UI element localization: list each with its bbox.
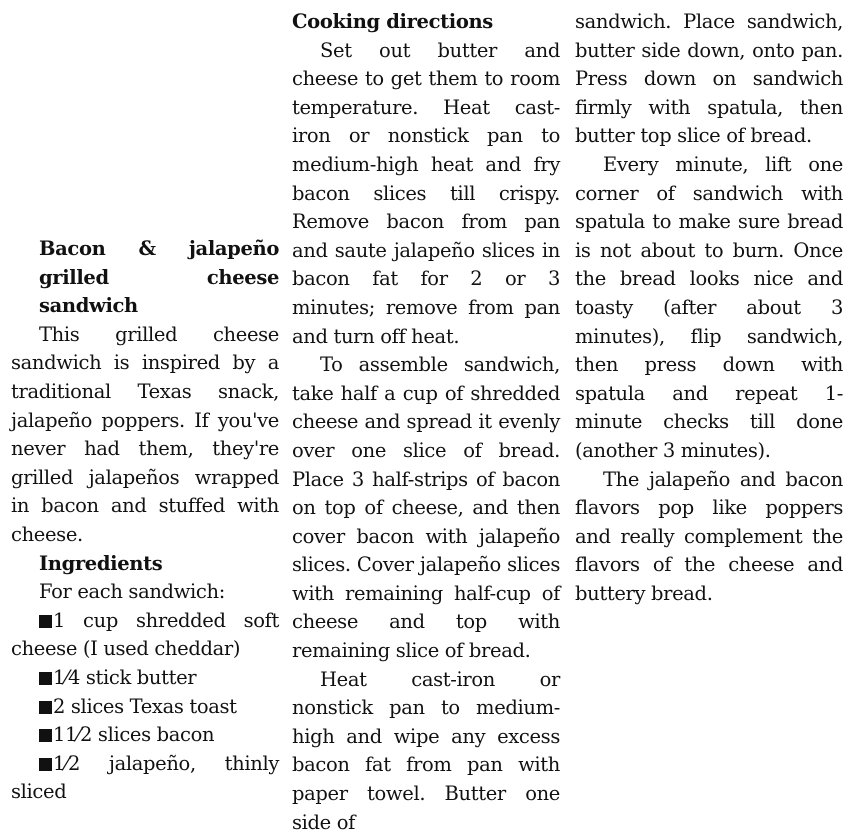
ingredients-lead: For each sandwich: [39, 580, 225, 604]
bullet-square-icon [39, 758, 52, 771]
directions-paragraph: sandwich. Place sandwich, butter side down, onto pan. Press down on sandwich firmly with spatula, then butter top slice of bread. [575, 10, 843, 148]
bullet-square-icon [39, 729, 52, 742]
bullet-square-icon [39, 615, 52, 628]
directions-paragraph: Every minute, lift one corner of sandwich with spatula to make sure bread is not about to burn. Once the bread looks nice and toasty (after about 3 minutes), flip sandwich, then press down with spatula and repeat 1-minute checks till done (another 3 minutes). [575, 152, 843, 462]
ingredient-item: 2 slices Texas toast [11, 693, 279, 722]
bullet-square-icon [39, 672, 52, 685]
intro-paragraph: This grilled cheese sandwich is inspired by a traditional Texas snack, jalapeño poppers. If you've never had them, they're grilled jalapeños wrapped in bacon and stuffed with cheese. [11, 322, 279, 546]
ingredients-heading: Ingredients [39, 551, 163, 575]
recipe-title: Bacon & jalapeño grilled cheese sandwich [39, 237, 279, 318]
ingredient-item: 1⁄4 stick butter [11, 664, 279, 693]
directions-heading: Cooking directions [292, 10, 493, 33]
ingredient-item: 1 cup shredded soft cheese (I used cheddar) [11, 608, 279, 661]
column-3 [575, 8, 843, 608]
column-1 [11, 235, 279, 807]
ingredient-item: 1⁄2 jalapeño, thinly sliced [11, 751, 279, 804]
closing-paragraph: The jalapeño and bacon flavors pop like poppers and really complement the flavors of the cheese and buttery bread. [575, 467, 843, 605]
directions-paragraph: To assemble sandwich, take half a cup of shredded cheese and spread it evenly over one slice of bread. Place 3 half-strips of bacon on top of cheese, and then cover bacon with jalapeño slices. Cover jalapeño slices with remaining half-cup of cheese and top with remaining slice of bread. [292, 353, 560, 663]
column-2 [292, 8, 560, 837]
directions-paragraph: Set out butter and cheese to get them to room temperature. Heat cast-iron or nonstick pan to medium-high heat and fry bacon slices till crispy. Remove bacon from pan and saute jalapeño slices in bacon fat for 2 or 3 minutes; remove from pan and turn off heat. [292, 38, 560, 348]
directions-paragraph: Heat cast-iron or nonstick pan to medium-high and wipe any excess bacon fat from pan with paper towel. Butter one side of [292, 667, 560, 834]
ingredient-item: 11⁄2 slices bacon [11, 721, 279, 750]
bullet-square-icon [39, 701, 52, 714]
